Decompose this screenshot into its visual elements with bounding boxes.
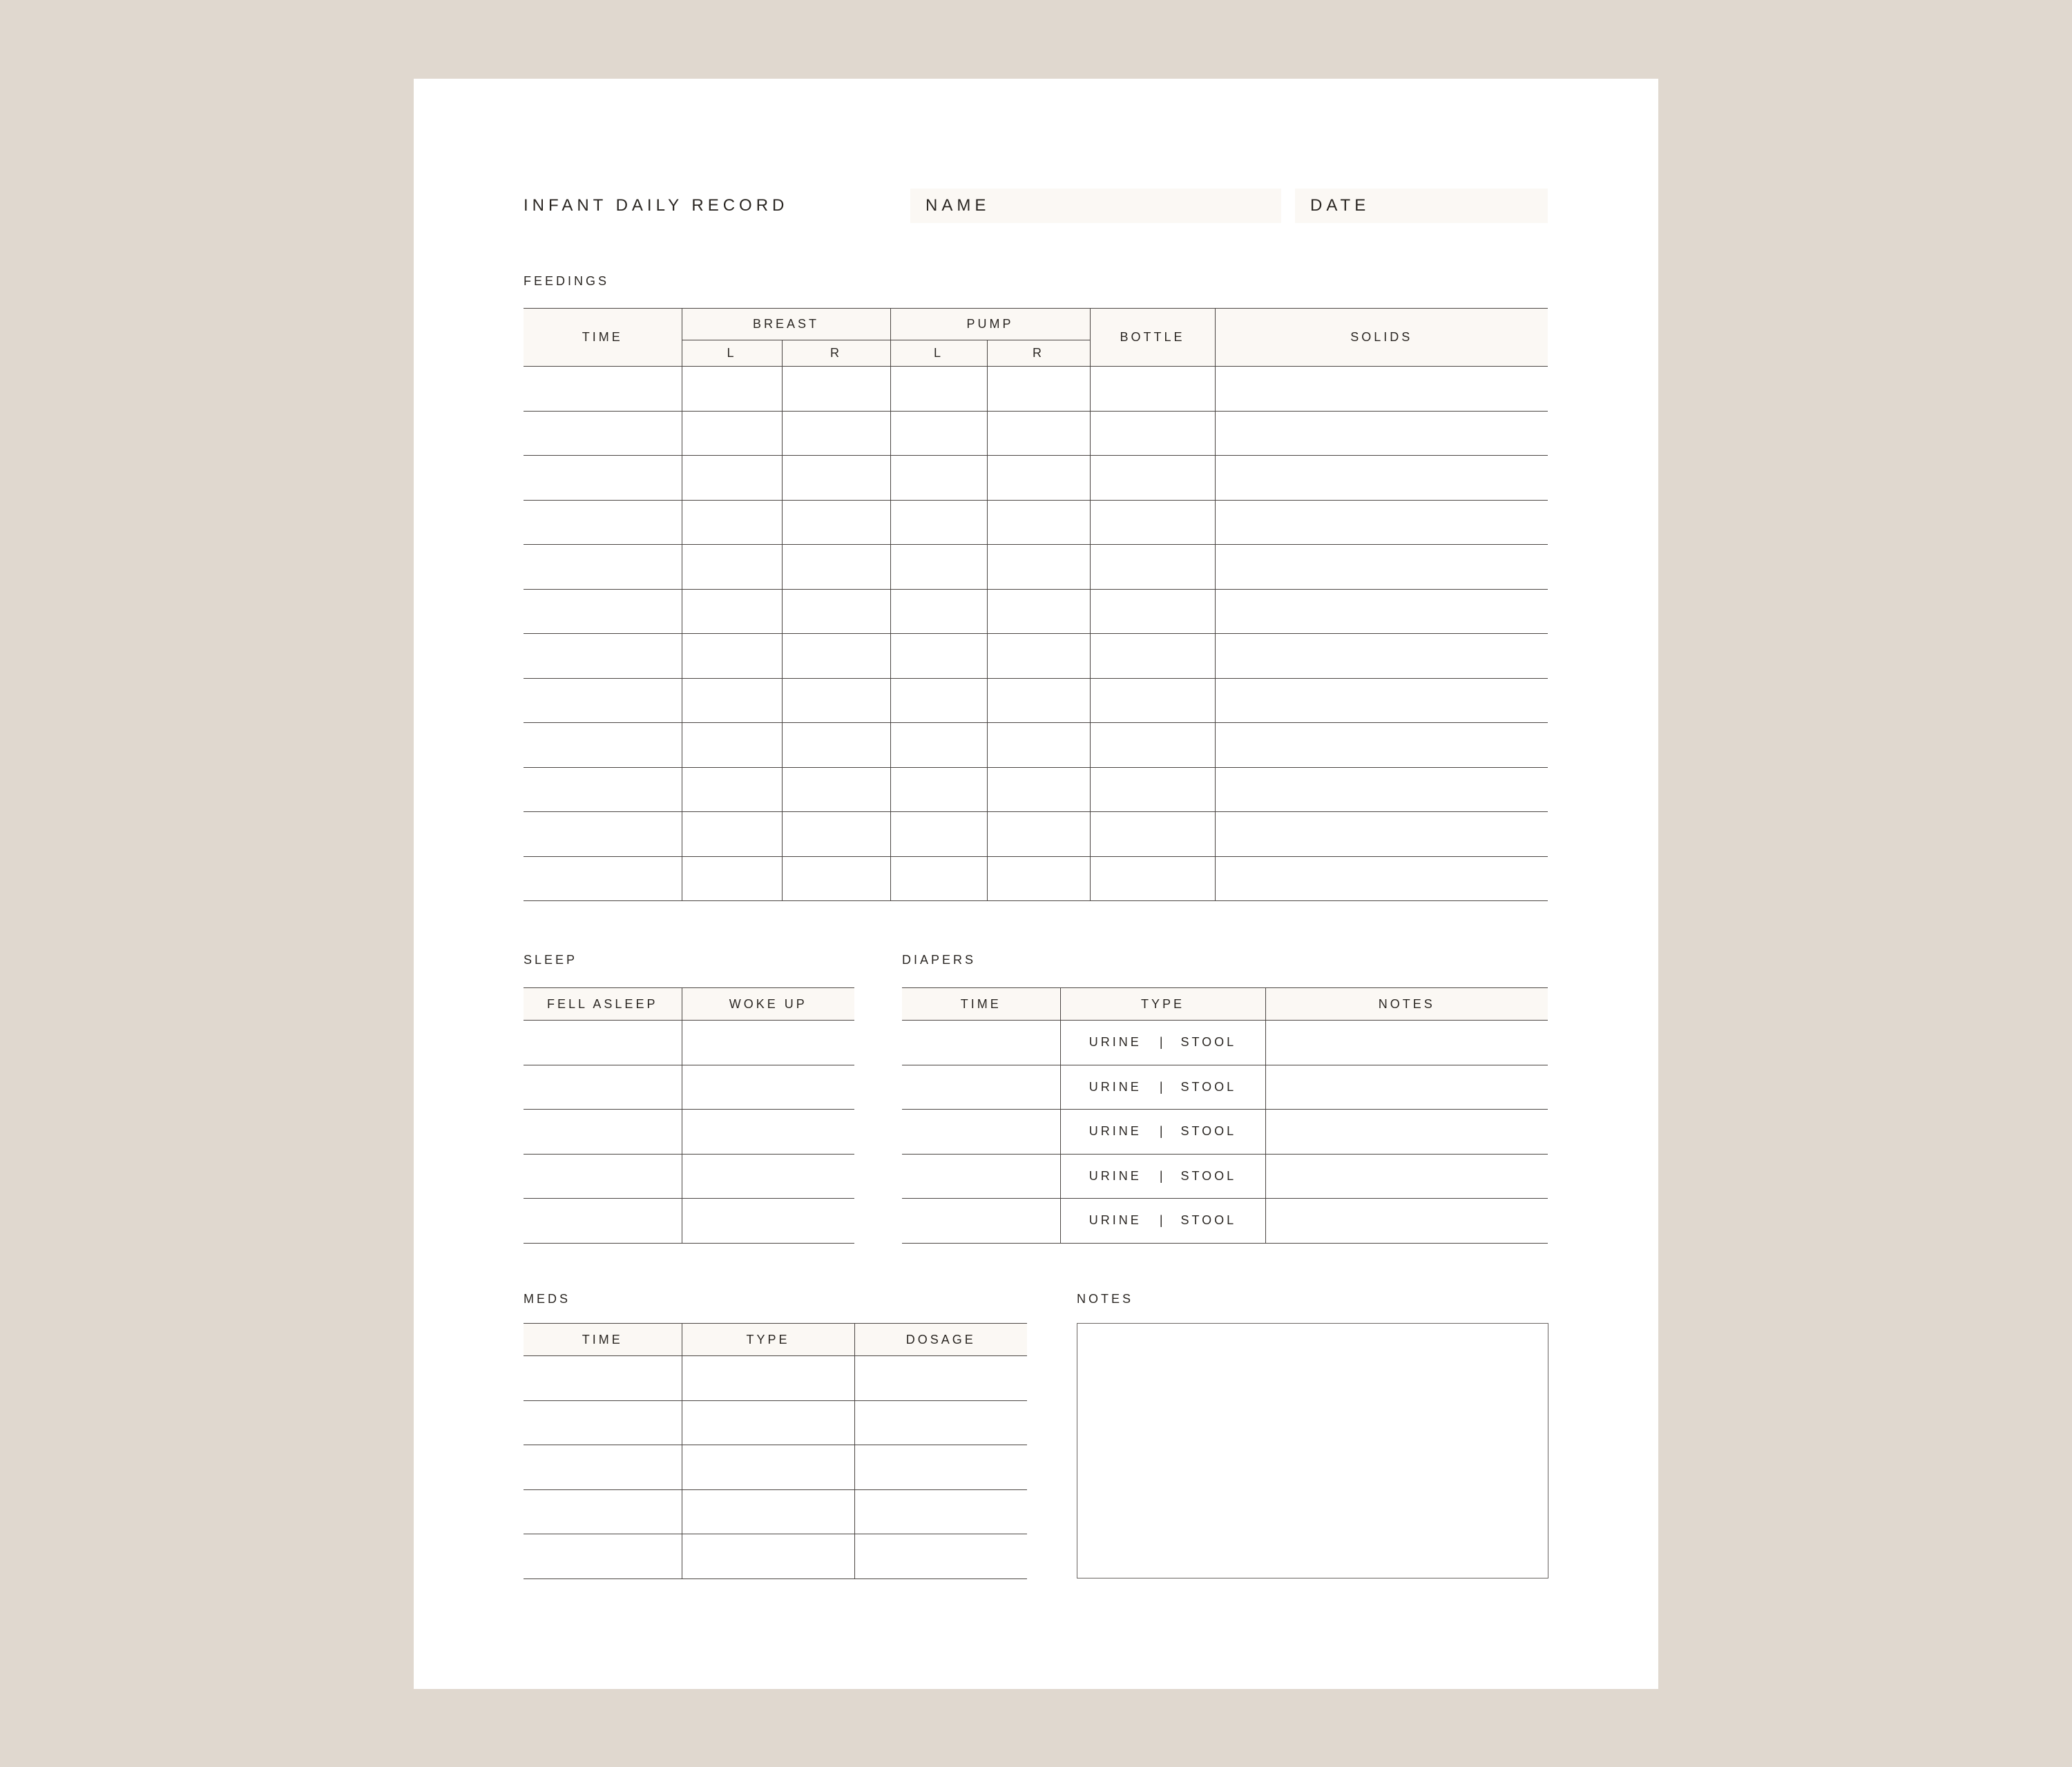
feedings-pump-left-cell[interactable] <box>890 456 987 501</box>
feedings-pump-left-cell[interactable] <box>890 856 987 901</box>
diapers-type-cell <box>1060 1021 1265 1065</box>
feedings-time-cell[interactable] <box>524 500 682 545</box>
feedings-solids-cell[interactable] <box>1215 812 1548 857</box>
feedings-breast-right-cell[interactable] <box>782 367 890 412</box>
feedings-breast-left-cell[interactable] <box>682 545 782 590</box>
feedings-pump-left-cell[interactable] <box>890 767 987 812</box>
feedings-bottle-cell[interactable] <box>1090 634 1215 679</box>
diapers-header-time: TIME <box>902 988 1060 1021</box>
meds-row <box>524 1445 1027 1490</box>
meds-time-cell[interactable] <box>524 1445 682 1490</box>
meds-header-dosage: DOSAGE <box>854 1324 1027 1356</box>
sleep-row <box>524 1021 854 1065</box>
sleep-woke-up-cell[interactable] <box>682 1021 854 1065</box>
stool-option[interactable]: STOOL <box>1180 1124 1237 1139</box>
type-separator: | <box>1159 1168 1163 1183</box>
sleep-table <box>524 987 854 1244</box>
feedings-breast-right-cell[interactable] <box>782 812 890 857</box>
type-separator: | <box>1159 1035 1163 1050</box>
diapers-section-label: DIAPERS <box>902 953 977 967</box>
feedings-solids-cell[interactable] <box>1215 411 1548 456</box>
sleep-header-woke-up: WOKE UP <box>682 988 854 1021</box>
feedings-row <box>524 589 1548 634</box>
diapers-time-cell[interactable] <box>902 1154 1060 1199</box>
feedings-pump-right-cell[interactable] <box>987 456 1090 501</box>
sleep-header-fell-asleep: FELL ASLEEP <box>524 988 682 1021</box>
meds-time-cell[interactable] <box>524 1400 682 1445</box>
feedings-solids-cell[interactable] <box>1215 678 1548 723</box>
feedings-pump-left-cell[interactable] <box>890 723 987 768</box>
feedings-pump-right-cell[interactable] <box>987 812 1090 857</box>
urine-option[interactable]: URINE <box>1088 1035 1142 1050</box>
feedings-time-cell[interactable] <box>524 767 682 812</box>
type-separator: | <box>1159 1124 1163 1139</box>
feedings-bottle-cell[interactable] <box>1090 456 1215 501</box>
feedings-bottle-cell[interactable] <box>1090 545 1215 590</box>
feedings-breast-left-cell[interactable] <box>682 723 782 768</box>
meds-header-time: TIME <box>524 1324 682 1356</box>
feedings-breast-left-cell[interactable] <box>682 589 782 634</box>
type-separator: | <box>1159 1213 1163 1228</box>
feedings-solids-cell[interactable] <box>1215 367 1548 412</box>
feedings-solids-cell[interactable] <box>1215 723 1548 768</box>
feedings-pump-right-cell[interactable] <box>987 678 1090 723</box>
feedings-header-breast-left: L <box>682 340 782 367</box>
meds-time-cell[interactable] <box>524 1356 682 1401</box>
name-label: NAME <box>925 196 990 215</box>
feedings-breast-left-cell[interactable] <box>682 678 782 723</box>
feedings-bottle-cell[interactable] <box>1090 856 1215 901</box>
feedings-breast-left-cell[interactable] <box>682 456 782 501</box>
sleep-section-label: SLEEP <box>524 953 578 967</box>
sleep-woke-up-cell[interactable] <box>682 1199 854 1244</box>
date-field[interactable] <box>1295 189 1548 223</box>
sleep-fell-asleep-cell[interactable] <box>524 1021 682 1065</box>
feedings-solids-cell[interactable] <box>1215 500 1548 545</box>
meds-section-label: MEDS <box>524 1292 571 1306</box>
page-title: INFANT DAILY RECORD <box>524 196 789 215</box>
feedings-breast-right-cell[interactable] <box>782 456 890 501</box>
feedings-solids-cell[interactable] <box>1215 856 1548 901</box>
diapers-notes-cell[interactable] <box>1265 1154 1548 1199</box>
meds-type-cell[interactable] <box>682 1445 854 1490</box>
feedings-bottle-cell[interactable] <box>1090 723 1215 768</box>
feedings-row <box>524 634 1548 679</box>
sleep-woke-up-cell[interactable] <box>682 1065 854 1110</box>
sleep-row <box>524 1065 854 1110</box>
urine-option[interactable]: URINE <box>1088 1168 1142 1183</box>
feedings-row <box>524 367 1548 412</box>
feedings-pump-right-cell[interactable] <box>987 723 1090 768</box>
diapers-time-cell[interactable] <box>902 1021 1060 1065</box>
urine-option[interactable]: URINE <box>1088 1124 1142 1139</box>
feedings-solids-cell[interactable] <box>1215 767 1548 812</box>
feedings-time-cell[interactable] <box>524 545 682 590</box>
meds-row <box>524 1489 1027 1534</box>
feedings-header-solids: SOLIDS <box>1215 309 1548 367</box>
feedings-header-breast: BREAST <box>682 309 890 340</box>
feedings-breast-right-cell[interactable] <box>782 589 890 634</box>
feedings-pump-left-cell[interactable] <box>890 634 987 679</box>
feedings-breast-right-cell[interactable] <box>782 678 890 723</box>
sleep-row <box>524 1154 854 1199</box>
feedings-breast-right-cell[interactable] <box>782 634 890 679</box>
sleep-woke-up-cell[interactable] <box>682 1110 854 1155</box>
meds-dosage-cell[interactable] <box>854 1400 1027 1445</box>
stool-option[interactable]: STOOL <box>1180 1035 1237 1050</box>
meds-row <box>524 1534 1027 1579</box>
stool-option[interactable]: STOOL <box>1180 1213 1237 1228</box>
feedings-bottle-cell[interactable] <box>1090 812 1215 857</box>
sleep-fell-asleep-cell[interactable] <box>524 1199 682 1244</box>
meds-row <box>524 1400 1027 1445</box>
feedings-solids-cell[interactable] <box>1215 456 1548 501</box>
feedings-bottle-cell[interactable] <box>1090 767 1215 812</box>
feedings-section-label: FEEDINGS <box>524 274 610 288</box>
feedings-table <box>524 308 1548 901</box>
feedings-bottle-cell[interactable] <box>1090 411 1215 456</box>
meds-time-cell[interactable] <box>524 1489 682 1534</box>
feedings-breast-right-cell[interactable] <box>782 856 890 901</box>
feedings-time-cell[interactable] <box>524 723 682 768</box>
diapers-type-cell <box>1060 1110 1265 1155</box>
name-field[interactable] <box>910 189 1281 223</box>
sleep-fell-asleep-cell[interactable] <box>524 1154 682 1199</box>
feedings-row <box>524 767 1548 812</box>
feedings-time-cell[interactable] <box>524 678 682 723</box>
feedings-header-time: TIME <box>524 309 682 367</box>
feedings-breast-left-cell[interactable] <box>682 856 782 901</box>
feedings-pump-left-cell[interactable] <box>890 678 987 723</box>
sleep-row <box>524 1110 854 1155</box>
diapers-header-notes: NOTES <box>1265 988 1548 1021</box>
feedings-pump-left-cell[interactable] <box>890 812 987 857</box>
feedings-header-pump-right: R <box>987 340 1090 367</box>
stool-option[interactable]: STOOL <box>1180 1168 1237 1183</box>
notes-box[interactable] <box>1077 1323 1548 1578</box>
diapers-time-cell[interactable] <box>902 1199 1060 1244</box>
meds-type-cell[interactable] <box>682 1489 854 1534</box>
diapers-time-cell[interactable] <box>902 1110 1060 1155</box>
feedings-breast-right-cell[interactable] <box>782 411 890 456</box>
feedings-header-bottle: BOTTLE <box>1090 309 1215 367</box>
feedings-solids-cell[interactable] <box>1215 634 1548 679</box>
feedings-header-breast-right: R <box>782 340 890 367</box>
meds-dosage-cell[interactable] <box>854 1445 1027 1490</box>
feedings-pump-right-cell[interactable] <box>987 634 1090 679</box>
feedings-solids-cell[interactable] <box>1215 589 1548 634</box>
feedings-time-cell[interactable] <box>524 589 682 634</box>
meds-dosage-cell[interactable] <box>854 1356 1027 1401</box>
feedings-pump-right-cell[interactable] <box>987 589 1090 634</box>
feedings-pump-right-cell[interactable] <box>987 767 1090 812</box>
feedings-breast-left-cell[interactable] <box>682 367 782 412</box>
type-separator: | <box>1159 1079 1163 1094</box>
diapers-header-type: TYPE <box>1060 988 1265 1021</box>
diapers-row <box>902 1199 1548 1244</box>
feedings-pump-left-cell[interactable] <box>890 411 987 456</box>
urine-option[interactable]: URINE <box>1088 1213 1142 1228</box>
feedings-row <box>524 856 1548 901</box>
diapers-row <box>902 1154 1548 1199</box>
feedings-pump-right-cell[interactable] <box>987 411 1090 456</box>
sleep-woke-up-cell[interactable] <box>682 1154 854 1199</box>
feedings-breast-right-cell[interactable] <box>782 723 890 768</box>
feedings-row <box>524 812 1548 857</box>
record-sheet <box>414 79 1658 1689</box>
feedings-breast-right-cell[interactable] <box>782 500 890 545</box>
diapers-notes-cell[interactable] <box>1265 1021 1548 1065</box>
meds-header-type: TYPE <box>682 1324 854 1356</box>
feedings-pump-right-cell[interactable] <box>987 856 1090 901</box>
feedings-pump-left-cell[interactable] <box>890 589 987 634</box>
feedings-header-pump-left: L <box>890 340 987 367</box>
sleep-fell-asleep-cell[interactable] <box>524 1065 682 1110</box>
feedings-row <box>524 678 1548 723</box>
diapers-row <box>902 1065 1548 1110</box>
diapers-notes-cell[interactable] <box>1265 1065 1548 1110</box>
feedings-time-cell[interactable] <box>524 634 682 679</box>
feedings-time-cell[interactable] <box>524 856 682 901</box>
feedings-breast-right-cell[interactable] <box>782 767 890 812</box>
feedings-breast-left-cell[interactable] <box>682 411 782 456</box>
sleep-row <box>524 1199 854 1244</box>
meds-type-cell[interactable] <box>682 1534 854 1579</box>
meds-dosage-cell[interactable] <box>854 1534 1027 1579</box>
feedings-breast-left-cell[interactable] <box>682 500 782 545</box>
feedings-pump-left-cell[interactable] <box>890 367 987 412</box>
feedings-row <box>524 500 1548 545</box>
feedings-bottle-cell[interactable] <box>1090 500 1215 545</box>
diapers-table <box>902 987 1548 1244</box>
feedings-bottle-cell[interactable] <box>1090 678 1215 723</box>
feedings-breast-left-cell[interactable] <box>682 767 782 812</box>
feedings-time-cell[interactable] <box>524 367 682 412</box>
feedings-pump-right-cell[interactable] <box>987 367 1090 412</box>
feedings-row <box>524 723 1548 768</box>
feedings-bottle-cell[interactable] <box>1090 589 1215 634</box>
meds-time-cell[interactable] <box>524 1534 682 1579</box>
feedings-pump-right-cell[interactable] <box>987 545 1090 590</box>
feedings-pump-left-cell[interactable] <box>890 500 987 545</box>
sleep-fell-asleep-cell[interactable] <box>524 1110 682 1155</box>
feedings-row <box>524 456 1548 501</box>
feedings-time-cell[interactable] <box>524 812 682 857</box>
feedings-breast-right-cell[interactable] <box>782 545 890 590</box>
diapers-type-cell <box>1060 1065 1265 1110</box>
diapers-notes-cell[interactable] <box>1265 1199 1548 1244</box>
diapers-time-cell[interactable] <box>902 1065 1060 1110</box>
date-label: DATE <box>1310 196 1370 215</box>
meds-type-cell[interactable] <box>682 1400 854 1445</box>
notes-section-label: NOTES <box>1077 1292 1134 1306</box>
meds-type-cell[interactable] <box>682 1356 854 1401</box>
meds-row <box>524 1356 1027 1401</box>
feedings-pump-left-cell[interactable] <box>890 545 987 590</box>
feedings-solids-cell[interactable] <box>1215 545 1548 590</box>
diapers-row <box>902 1110 1548 1155</box>
meds-table <box>524 1323 1027 1579</box>
feedings-pump-right-cell[interactable] <box>987 500 1090 545</box>
feedings-time-cell[interactable] <box>524 456 682 501</box>
diapers-notes-cell[interactable] <box>1265 1110 1548 1155</box>
diapers-type-cell <box>1060 1199 1265 1244</box>
diapers-row <box>902 1021 1548 1065</box>
diapers-type-cell <box>1060 1154 1265 1199</box>
feedings-breast-left-cell[interactable] <box>682 634 782 679</box>
urine-option[interactable]: URINE <box>1088 1079 1142 1094</box>
feedings-breast-left-cell[interactable] <box>682 812 782 857</box>
meds-dosage-cell[interactable] <box>854 1489 1027 1534</box>
feedings-row <box>524 411 1548 456</box>
feedings-row <box>524 545 1548 590</box>
feedings-time-cell[interactable] <box>524 411 682 456</box>
feedings-header-pump: PUMP <box>890 309 1090 340</box>
feedings-bottle-cell[interactable] <box>1090 367 1215 412</box>
stool-option[interactable]: STOOL <box>1180 1079 1237 1094</box>
